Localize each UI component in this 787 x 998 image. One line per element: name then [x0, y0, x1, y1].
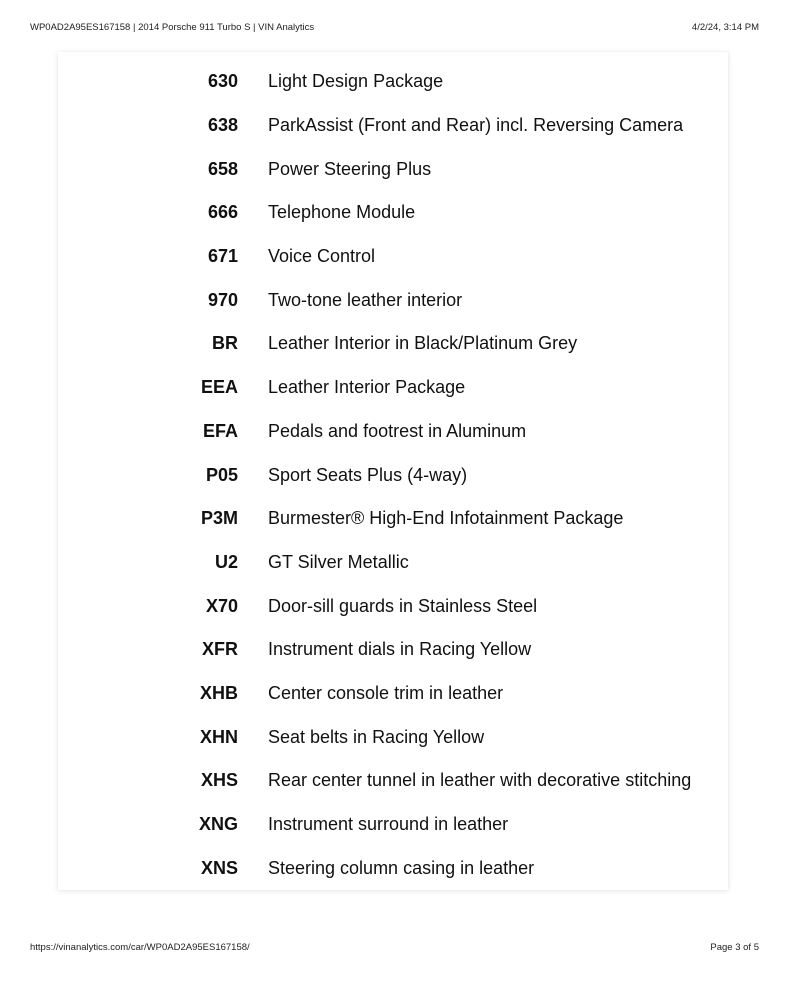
option-description: Instrument surround in leather — [268, 814, 509, 835]
option-description: Center console trim in leather — [268, 682, 504, 703]
option-row — [58, 803, 728, 847]
options-card — [58, 52, 728, 890]
option-code: 638 — [207, 115, 238, 136]
page-indicator: Page 3 of 5 — [710, 941, 759, 953]
option-row — [58, 366, 728, 410]
option-row — [58, 672, 728, 716]
option-row — [58, 541, 728, 585]
option-row — [58, 322, 728, 366]
print-footer — [30, 940, 759, 954]
option-code: XNS — [200, 857, 238, 878]
option-description: Leather Interior Package — [268, 377, 466, 398]
option-description: Light Design Package — [268, 71, 444, 92]
option-description: ParkAssist (Front and Rear) incl. Reversing Camera — [268, 115, 684, 136]
option-code: 970 — [207, 289, 238, 310]
option-code: X70 — [205, 595, 238, 616]
option-code: XHS — [200, 770, 238, 791]
option-description: Instrument dials in Racing Yellow — [268, 639, 532, 660]
option-row — [58, 628, 728, 672]
option-row — [58, 235, 728, 279]
option-code: U2 — [214, 551, 238, 572]
option-list — [58, 60, 728, 890]
option-description: Power Steering Plus — [268, 158, 432, 179]
option-code: 658 — [207, 158, 238, 179]
print-timestamp: 4/2/24, 3:14 PM — [691, 21, 759, 33]
option-row — [58, 278, 728, 322]
option-code: P3M — [200, 508, 238, 529]
option-code: 671 — [207, 246, 238, 267]
option-row — [58, 191, 728, 235]
option-row — [58, 147, 728, 191]
option-code: EFA — [202, 420, 238, 441]
option-row — [58, 759, 728, 803]
option-description: Leather Interior in Black/Platinum Grey — [268, 333, 578, 354]
option-row — [58, 410, 728, 454]
option-code: 630 — [207, 71, 238, 92]
document-title: WP0AD2A95ES167158 | 2014 Porsche 911 Turbo S | VIN Analytics — [30, 21, 315, 33]
option-description: Steering column casing in leather — [268, 857, 535, 878]
option-description: Pedals and footrest in Aluminum — [268, 420, 527, 441]
option-code: EEA — [200, 377, 238, 398]
option-row — [58, 104, 728, 148]
option-code: XHB — [199, 682, 238, 703]
option-code: BR — [212, 333, 238, 354]
option-code: XHN — [199, 726, 238, 747]
option-row — [58, 584, 728, 628]
option-description: Rear center tunnel in leather with decorative stitching — [268, 770, 692, 791]
print-header — [30, 20, 759, 34]
option-row — [58, 846, 728, 890]
option-code: XFR — [202, 639, 238, 660]
option-description: Voice Control — [268, 246, 376, 267]
option-description: GT Silver Metallic — [268, 551, 409, 572]
option-row — [58, 715, 728, 759]
option-code: P05 — [205, 464, 238, 485]
option-row — [58, 453, 728, 497]
option-description: Sport Seats Plus (4-way) — [268, 464, 468, 485]
page-url: https://vinanalytics.com/car/WP0AD2A95ES167158/ — [30, 941, 250, 953]
option-description: Seat belts in Racing Yellow — [268, 726, 485, 747]
option-code: 666 — [207, 202, 238, 223]
option-row — [58, 60, 728, 104]
option-code: XNG — [198, 814, 238, 835]
option-row — [58, 497, 728, 541]
option-description: Door-sill guards in Stainless Steel — [268, 595, 538, 616]
option-description: Telephone Module — [268, 202, 416, 223]
option-description: Two-tone leather interior — [268, 289, 463, 310]
option-description: Burmester® High-End Infotainment Package — [268, 508, 624, 529]
